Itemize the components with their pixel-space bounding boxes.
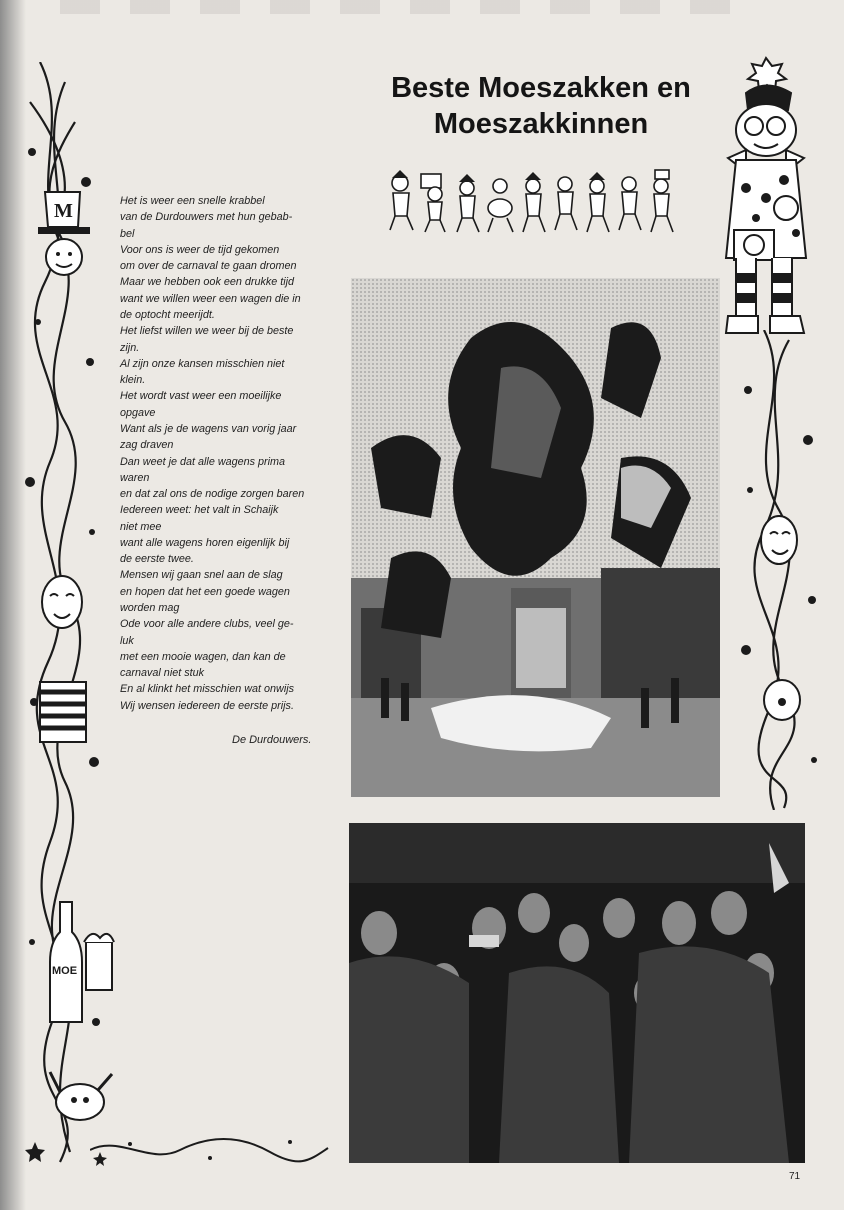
poem-line: zijn. [120, 341, 140, 354]
poem-line: Voor ons is weer de tijd gekomen [120, 243, 280, 256]
crowd-photo [349, 823, 805, 1163]
poem-line: want we willen weer een wagen die in [120, 292, 301, 305]
poem-line: Dan weet je dat alle wagens prima [120, 455, 286, 468]
poem-line: de eerste twee. [120, 553, 194, 566]
title-line-2: Moeszakkinnen [433, 108, 649, 140]
jester-face-icon-right [761, 516, 797, 564]
left-decorative-border [20, 62, 120, 1172]
poem-line: van de Durdouwers met hun gebab- [120, 211, 293, 224]
parade-figure-3 [457, 181, 479, 232]
parade-drum-figure [488, 179, 513, 232]
bottom-flourish [90, 1130, 330, 1170]
poem-line: Iedereen weet: het valt in Schaijk [120, 504, 279, 517]
parade-figure-6 [555, 177, 577, 230]
poem-line: Wij wensen iedereen de eerste prijs. [120, 699, 294, 712]
title-line-1: Beste Moeszakken en [391, 72, 691, 104]
poem-line: Het is weer een snelle krabbel [120, 195, 265, 207]
poem-line: En al klinkt het misschien wat onwijs [120, 683, 295, 696]
parade-illustration [385, 168, 680, 238]
poem-line: Maar we hebben ook een drukke tijd [120, 276, 295, 289]
poem-line: en dat zal ons de nodige zorgen baren [120, 488, 305, 501]
creature-icon [50, 1072, 112, 1120]
striped-stack-icon [40, 682, 86, 742]
poem-line: Mensen wij gaan snel aan de slag [120, 569, 283, 582]
poem-line: Want als je de wagens van vorig jaar [120, 422, 297, 435]
parade-figure-1 [390, 175, 413, 230]
page-title [356, 70, 726, 142]
parade-figure-7 [587, 179, 609, 232]
clown-face-icon-right [764, 680, 800, 720]
poem-line: Het wordt vast weer een moeilijke [120, 390, 282, 403]
poem-line: met een mooie wagen, dan kan de [120, 650, 286, 663]
poem-line: zag draven [120, 439, 174, 452]
poem-line: Ode voor alle andere clubs, veel ge- [120, 618, 294, 631]
bottle-icon [50, 902, 114, 1022]
poem-line: waren [120, 471, 150, 484]
poem-line: bel [120, 227, 135, 240]
poem-line: worden mag [120, 602, 180, 615]
hat-letter: M [54, 200, 73, 222]
poem-line: luk [120, 634, 134, 647]
carnival-float-photo [351, 278, 720, 797]
poem-line: om over de carnaval te gaan dromen [120, 260, 297, 273]
right-decorative-border [734, 330, 826, 810]
page-number: 71 [789, 1171, 801, 1182]
parade-figure-5 [523, 179, 545, 232]
poem-text [120, 193, 346, 714]
parade-flag-figure [421, 174, 445, 232]
poem-line: opgave [120, 406, 156, 419]
show-through-text [60, 0, 760, 14]
parade-figure-8 [619, 177, 641, 230]
poem-line: niet mee [120, 520, 162, 533]
poem-line: Het liefst willen we weer bij de beste [120, 325, 294, 338]
poem-line: carnaval niet stuk [120, 667, 205, 680]
jester-face-icon [42, 576, 82, 628]
clown-with-camera-illustration [706, 48, 824, 358]
poem-line: want alle wagens horen eigenlijk bij [120, 536, 290, 549]
poem-signature: De Durdouwers. [232, 734, 312, 746]
poem-line: klein. [120, 374, 146, 387]
poem-line: Al zijn onze kansen misschien niet [120, 357, 285, 370]
parade-figure-9 [651, 170, 673, 232]
poem-line: en hopen dat het een goede wagen [120, 585, 290, 598]
bottle-label: MOE [52, 965, 78, 977]
poem-line: de optocht meerijdt. [120, 308, 215, 321]
